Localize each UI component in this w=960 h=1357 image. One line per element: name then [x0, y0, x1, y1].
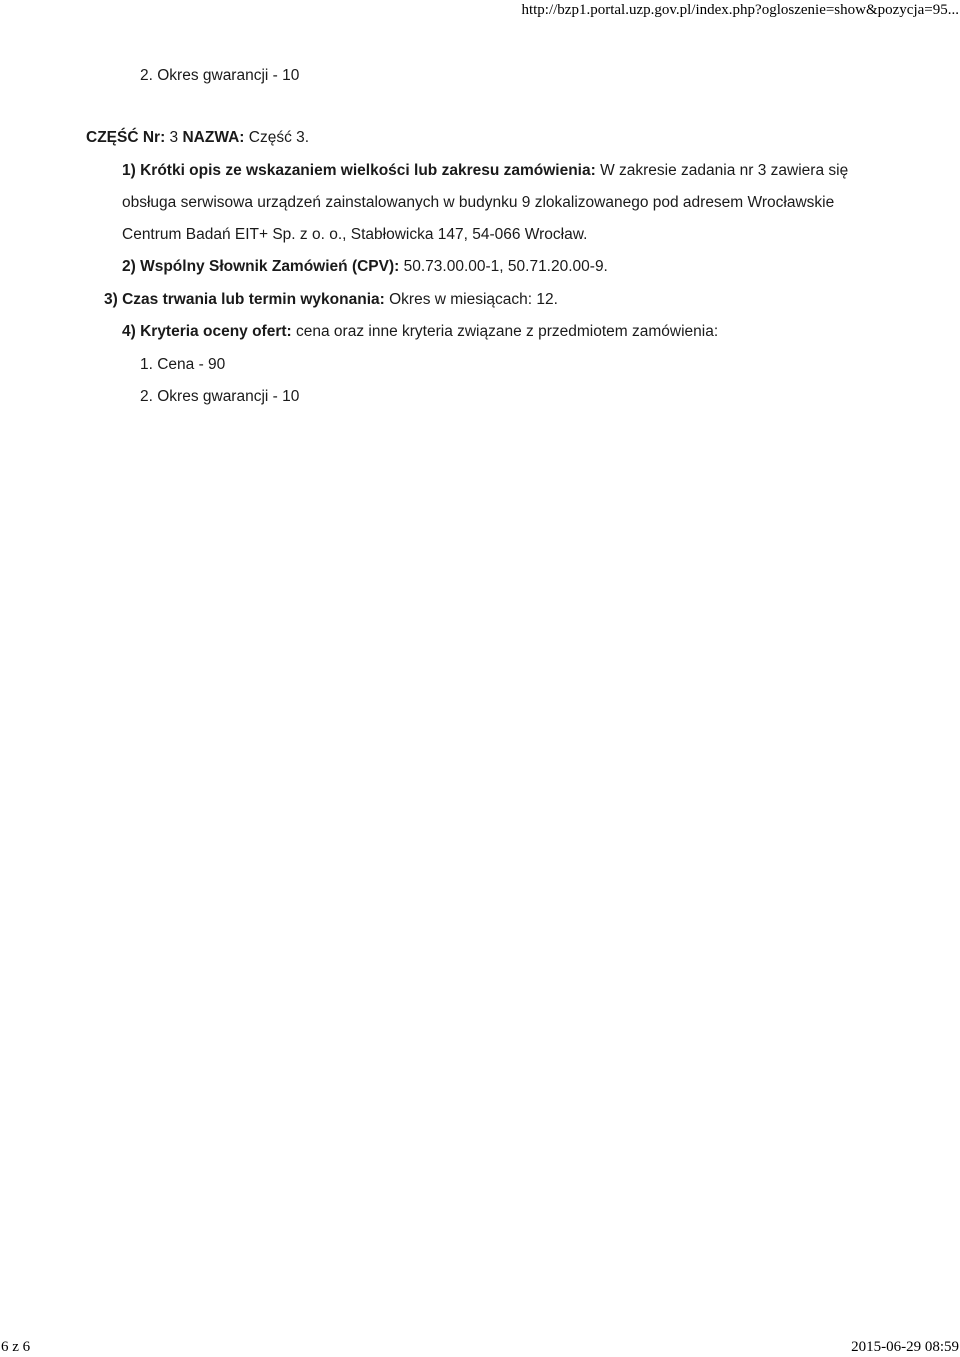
criteria-item: 1. Cena - 90 [140, 356, 226, 373]
cpv-label: 2) Wspólny Słownik Zamówień (CPV): [122, 258, 400, 275]
part-heading [86, 128, 309, 148]
prev-criteria-item: 2. Okres gwarancji - 10 [140, 67, 300, 84]
criteria-label: 4) Kryteria oceny ofert: [122, 323, 292, 340]
part-name-value: Część 3. [244, 129, 310, 146]
duration-value: Okres w miesiącach: 12. [384, 291, 558, 308]
cpv-codes: 50.73.00.00-1, 50.71.20.00-9. [399, 258, 608, 275]
page-number: 6 z 6 [1, 1339, 31, 1355]
duration-line [104, 290, 558, 310]
part-nr-label: CZĘŚĆ Nr: [86, 129, 166, 146]
criteria-text: cena oraz inne kryteria związane z przedmiotem zamówienia: [291, 323, 719, 340]
description-text-1: W zakresie zadania nr 3 zawiera się [595, 162, 849, 179]
cpv-line [122, 257, 608, 277]
duration-label: 3) Czas trwania lub termin wykonania: [104, 291, 385, 308]
description-line-3: Centrum Badań EIT+ Sp. z o. o., Stabłowicka 147, 54-066 Wrocław. [122, 226, 588, 243]
print-header-url: http://bzp1.portal.uzp.gov.pl/index.php?ogloszenie=show&pozycja=95... [521, 2, 959, 18]
description-label: 1) Krótki opis ze wskazaniem wielkości lub zakresu zamówienia: [122, 162, 596, 179]
part-name-label: NAZWA: [182, 129, 245, 146]
print-datetime: 2015-06-29 08:59 [851, 1339, 959, 1355]
part-nr-value: 3 [165, 129, 183, 146]
criteria-item: 2. Okres gwarancji - 10 [140, 388, 300, 405]
description-line-2: obsługa serwisowa urządzeń zainstalowanych w budynku 9 zlokalizowanego pod adresem Wrocławskie [122, 194, 835, 211]
description-line-1 [122, 161, 848, 181]
criteria-line [122, 322, 718, 342]
